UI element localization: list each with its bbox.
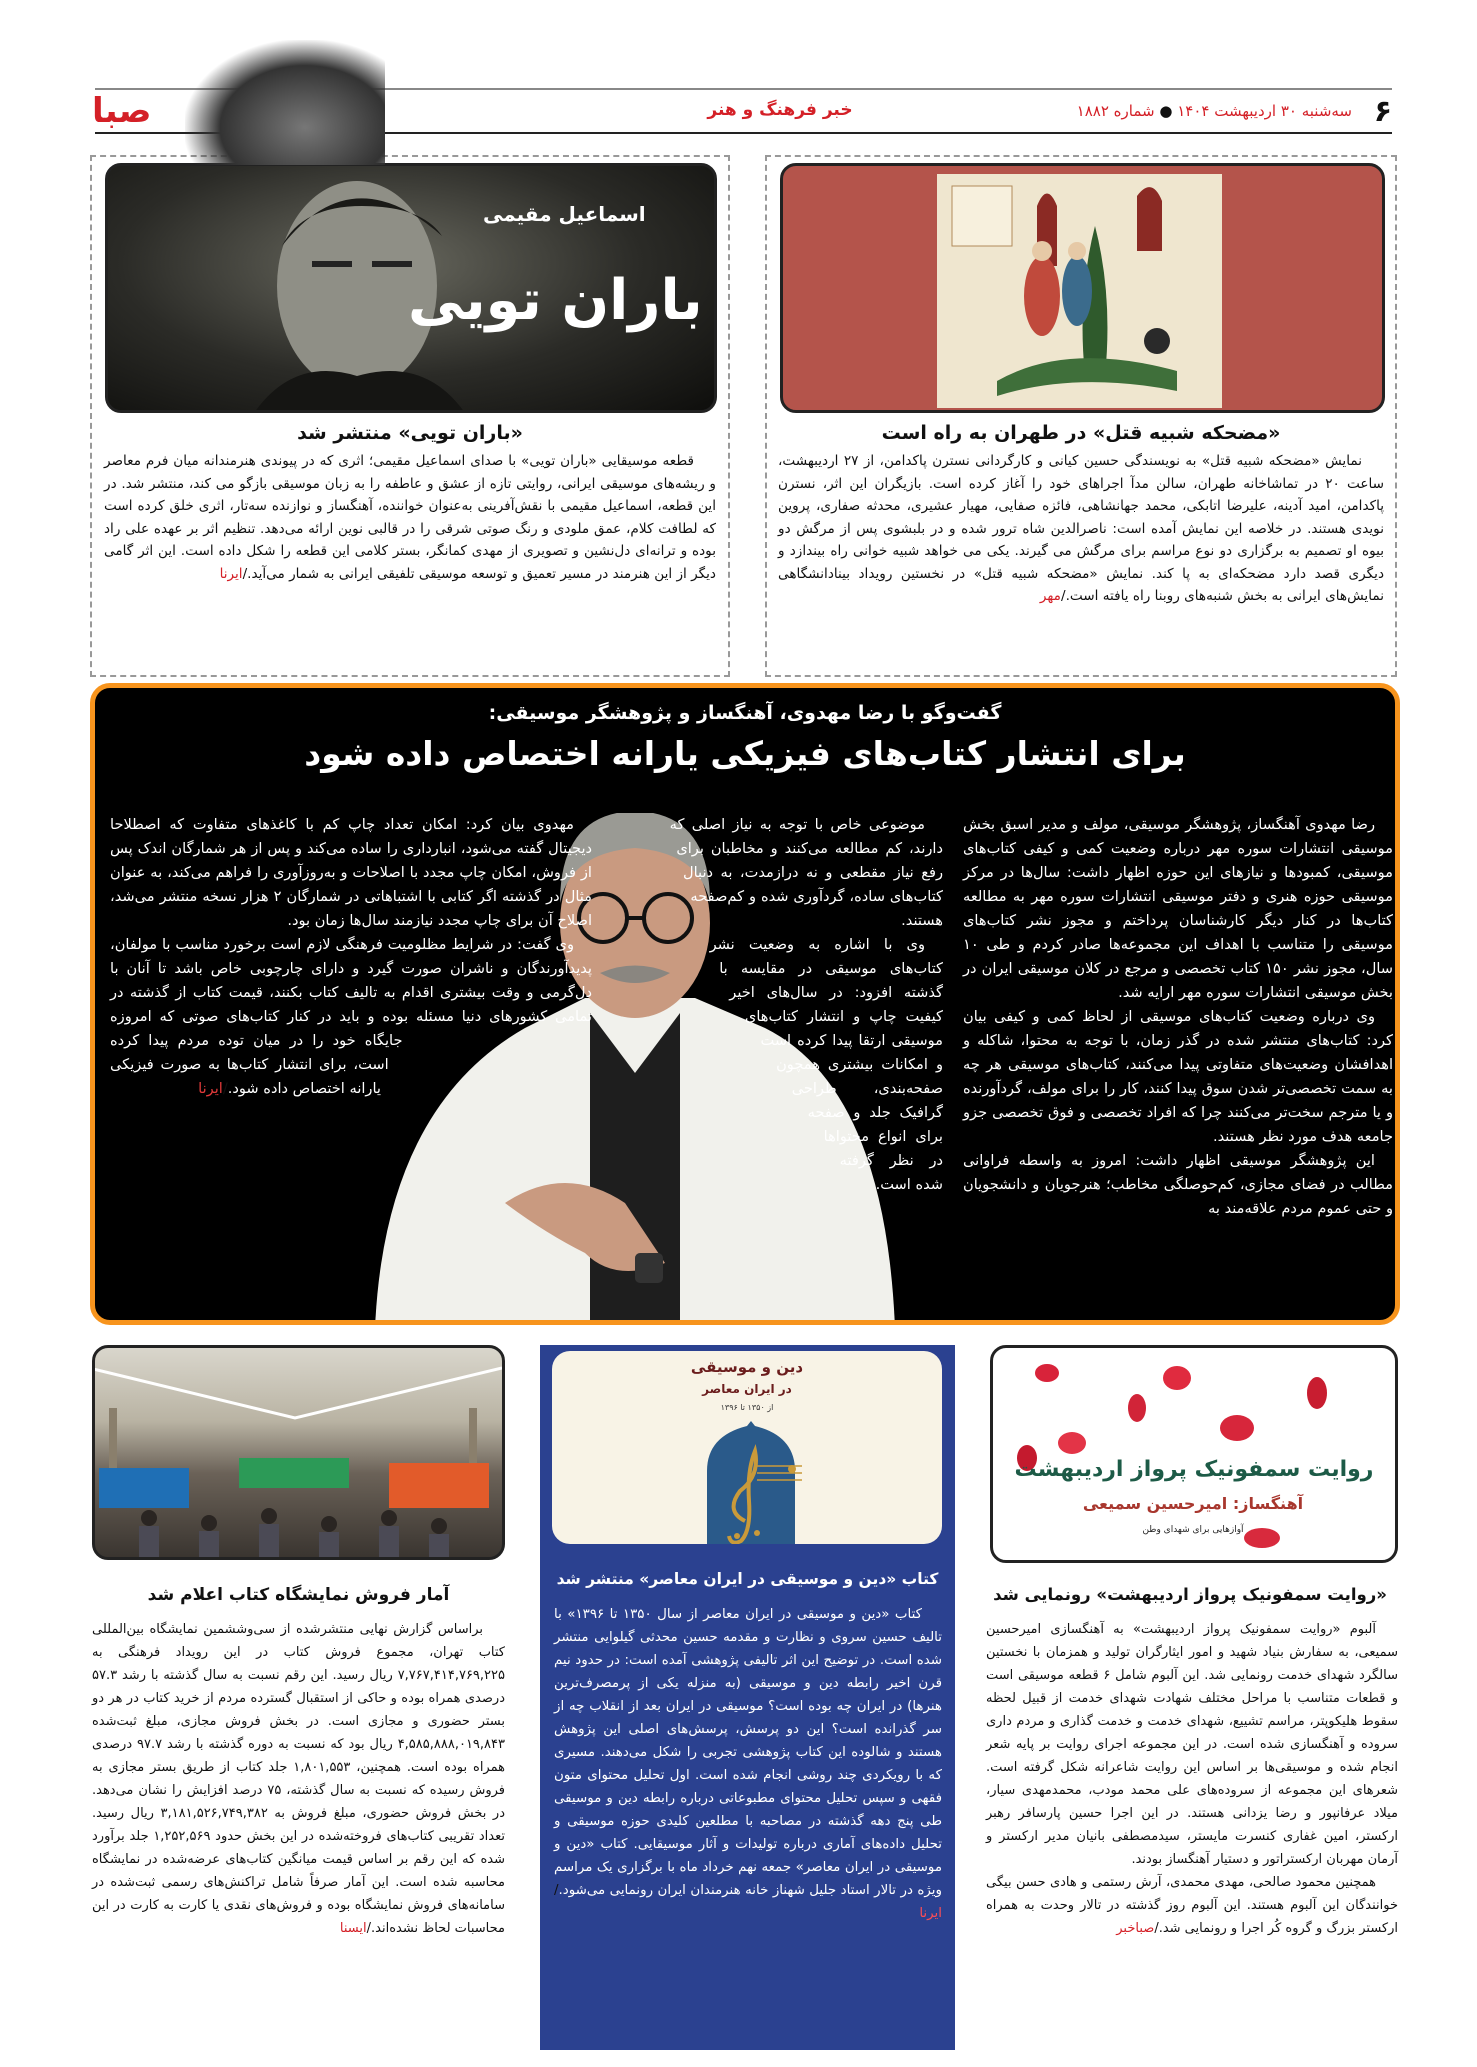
interview-paragraph: وی با اشاره به وضعیت نشر کتاب‌های موسیقی در مقایسه با گذشته افزود: در سال‌های اخیر کیفیت چاپ و انتشار کتاب‌های موسیقی ارتقا پیدا کرده است و امکانات بیشتری همچون صفحه‌بندی، طراحی گرافیک جلد و صفحه برای انواع محتواها در نظر گرفته شده است.	[709, 936, 943, 1193]
section-title: خبر فرهنگ و هنر	[707, 100, 853, 120]
interview-paragraph: وی گفت: در شرایط مظلومیت فرهنگی لازم است برخورد مناسب با مولفان، پدیدآورندگان و ناشران صورت گیرد و دارای چارچوبی خاص باشد تا آنان با دل‌گرمی و وقت بیشتری اقدام به تالیف کتاب بکنند، قیمت کتاب از گذشته در تمامی کشورهای دنیا مسئله بوده و باید در کنار کتاب‌های صوتی که امروزه جایگاه خود را در میان توده مردم پیدا کرده است، برای انتشار کتاب‌ها به صورت فیزیکی یارانه اختصاص داده شود.	[110, 936, 592, 1097]
book-cover-title: دین و موسیقی	[690, 1358, 804, 1376]
song-article	[104, 450, 716, 585]
album-paragraph: همچنین محمود صالحی، مهدی محمدی، آرش رستمی و هادی حسن بیگی خوانندگان این آلبوم هستند. این آلبوم روز گذشته در تالار وحدت به همراه ارکستر بزرگ و گروه کُر اجرا و رونمایی شد.	[986, 1875, 1398, 1936]
interview-paragraph: این پژوهشگر موسیقی اظهار داشت: امروز به واسطه فراوانی مطالب در فضای مجازی، کم‌حوصلگی مخاطب؛ هنرجویان و دانشجویان و حتی عموم مردم علاقه‌مند به	[963, 1152, 1393, 1217]
interview-paragraph: موضوعی خاص با توجه به نیاز اصلی که دارند، کم مطالعه می‌کنند و مخاطبان برای رفع نیاز مقطعی و نه درازمدت، به دنبال کتاب‌های ساده، گردآوری شده و کم‌صفحه هستند.	[669, 816, 943, 929]
play-source: / مهر	[1040, 588, 1066, 604]
book-article	[554, 1603, 942, 1925]
book-cover-image	[552, 1351, 942, 1544]
song-cover-title: باران تویی	[408, 268, 703, 333]
album-source: / صباخبر	[1116, 1921, 1158, 1936]
issue-date: سه‌شنبه ۳۰ اردیبهشت ۱۴۰۴	[1177, 102, 1352, 120]
play-body: نمایش «مضحکه شبیه قتل» به نویسندگی حسین کیانی و کارگردانی نسترن پاکدامن، از ۲۷ اردیبهشت، ساعت ۲۰ در تماشاخانه طهران، سالن مدآ اجراهای خود را آغاز کرده است. بازیگران این اثر، نسترن پاکدامن، امید آدینه، علیرضا اتابکی، محمد جهانشاهی، فائزه صفایی، مهیار عشیری، محدثه صفاری، پروین نویدی هستند. در خلاصه این نمایش آمده است: ناصرالدین شاه ترور شده و در بلبشوی پس از مرگش دو بیوه او تصمیم به برگزاری دو نوع مراسم برای مرگش می گیرند. یکی می خواهد شبیه خوانی راه بیندازد و دیگری قصد دارد مضحکه‌ای به پا کند. نمایش «مضحکه شبیه قتل» در نخستین رویداد بینادانشگاهی نمایش‌های ایرانی به بخش شنبه‌های روبنا راه یافته است.	[778, 453, 1385, 604]
interview-column-1	[963, 813, 1393, 1221]
album-paragraph: آلبوم «روایت سمفونیک پرواز اردیبهشت» به آهنگسازی امیرحسین سمیعی، به سفارش بنیاد شهید و امور ایثارگران تولید و همزمان با نخستین سالگرد شهدای خدمت رونمایی شد. این آلبوم شامل ۶ قطعه موسیقی است و قطعات متناسب با مراحل مختلف شهادت شهدای خدمت از قبیل لحظه سقوط هلیکوپتر، مراسم تشییع، شهدای خدمت و خدمت گذاری و مردم داری سروده و آهنگسازی شده است. در این مجموعه اجرای روایت بر پایه شعر انجام شده و موسیقی‌ها بر اساس این روایت شاعرانه شکل گرفته است. شعرهای این مجموعه از سروده‌های علی محمد مودب، محمدمهدی سیار، میلاد عرفانپور و رضا یزدانی هستند. در این اجرا حسین پارسافر رهبر ارکستر، امین غفاری کنسرت مایستر، سیدمصطفی بانیان مدیر ارکستر و آرمان مهربان ارکستراتور و دستیار آهنگساز بودند.	[986, 1622, 1398, 1867]
issue-number: شماره ۱۸۸۲	[1076, 102, 1155, 120]
interview-paragraph: وی درباره وضعیت کتاب‌های موسیقی از لحاظ کمی و کیفی بیان کرد: کتاب‌های منتشر شده در گذر زمان، با توجه به محتوا، شاکله و اهدافشان وضعیت‌های متفاوتی پیدا می‌کنند، کتاب‌های موسیقی هر چه به سمت تخصصی‌تر شدن سوق پیدا کنند، کار را برای مولف، گردآورنده و یا مترجم سخت‌تر می‌کنند چرا که افراد تخصصی و فوق تخصصی جزو جامعه هدف مورد نظر هستند.	[963, 1008, 1393, 1145]
book-cover-subtitle: در ایران معاصر	[702, 1382, 792, 1396]
issue-info: سه‌شنبه ۳۰ اردیبهشت ۱۴۰۴ ● شماره ۱۸۸۲	[1076, 102, 1352, 120]
play-poster-image	[780, 163, 1385, 413]
page-number: ۶	[1373, 94, 1392, 129]
book-story-box	[540, 1345, 955, 2050]
song-body: قطعه موسیقایی «باران تویی» با صدای اسماعیل مقیمی؛ اثری که در پیوندی هنرمندانه میان فرم معاصر و ریشه‌های موسیقی ایرانی، روایتی تازه از عشق و عاطفه را به زبان موسیقی بازگو می کند، منتشر شد. در این قطعه، اسماعیل مقیمی با نقش‌آفرینی به‌عنوان خواننده، آهنگساز و نوازنده سه‌تار، اثری خلق کرده است که لطافت کلام، عمق ملودی و رنگ صوتی شرقی را در قالبی نوین ارائه می‌دهد. تنظیم اثر بر عهده علی راد بوده و ترانه‌ای دل‌نشین و تصویری از مهدی کمانگر، بستر کلامی این قطعه را شکل داده است. این اثر گامی دیگر از این هنرمند در مسیر تعمیق و توسعه موسیقی تلفیقی ایرانی به شمار می‌آید.	[104, 453, 716, 582]
fair-body: براساس گزارش نهایی منتشرشده از سی‌وششمین نمایشگاه بین‌المللی کتاب تهران، مجموع فروش کتاب در این رویداد فرهنگی به ۷,۷۶۷,۴۱۴,۷۶۹,۲۲۵ ریال رسید. این رقم نسبت به سال گذشته با رشد ۵۷.۳ درصدی همراه بوده و حاکی از استقبال گسترده مردم از خرید کتاب در هر دو بستر حضوری و مجازی است. در بخش فروش مجازی، مبلغ ثبت‌شده ۴,۵۸۵,۸۸۸,۰۱۹,۸۴۳ ریال بود که نسبت به دوره گذشته با رشد ۹۷.۷ درصدی همراه بوده است. همچنین، ۱,۸۰۱,۵۵۳ جلد کتاب از طریق بستر مجازی به فروش رسیده که نسبت به سال گذشته، ۷۵ درصد افزایش را نشان می‌دهد. در بخش فروش حضوری، مبلغ فروش به ۳,۱۸۱,۵۲۶,۷۴۹,۳۸۲ ریال رسید. تعداد تقریبی کتاب‌های فروخته‌شده در این بخش حدود ۱,۲۵۲,۵۶۹ جلد برآورد شده که این رقم بر اساس قیمت میانگین کتاب‌های عرضه‌شده در نمایشگاه محاسبه شده است. این آمار صرفاً شامل تراکنش‌های رسمی ثبت‌شده در سامانه‌های فروش نمایشگاه بوده و فروش‌های نقدی یا کارت به کارت در این محاسبات لحاظ نشده‌اند.	[92, 1622, 505, 1936]
interview-paragraph: رضا مهدوی آهنگساز، پژوهشگر موسیقی، مولف و مدیر اسبق بخش موسیقی انتشارات سوره مهر درباره وضعیت کمی و کیفی کتاب‌های موسیقی، کمبودها و نیازهای این حوزه اظهار داشت: سال‌ها در مرکز موسیقی حوزه هنری و دفتر موسیقی انتشارات سوره مهر به مطالعه کتاب‌ها در کنار دیگر کارشناسان پرداختم و مجوز نشر کتاب‌های موسیقی را متناسب با اهداف این مجموعه‌ها صادر کردم و طی ۱۰ سال، مجوز نشر ۱۵۰ کتاب تخصصی و مرجع در کلان موسیقی ایران در بخش موسیقی انتشارات سوره مهر ارایه شد.	[963, 816, 1393, 1001]
album-article	[986, 1618, 1398, 1940]
book-body: کتاب «دین و موسیقی در ایران معاصر از سال ۱۳۵۰ تا ۱۳۹۶» با تالیف حسین سروی و نظارت و مقدمه حسین محدثی گیلوایی منتشر شده است. در توضیح این اثر تالیفی پژوهشی آمده است: در حدود نیم قرن اخیر رابطه دین و موسیقی (به منزله یکی از پرمصرف‌ترین هنرها) در ایران چه بوده است؟ موسیقی در ایران بعد از انقلاب چه از سر گذرانده است؟ این دو پرسش، پرسش‌های اصلی این پژوهش هستند و شالوده این کتاب پژوهشی تجربی را شکل می‌دهند. مسیری که با رویکردی چند روشی انجام شده است. اول تحلیل محتوای متون فقهی و سپس تحلیل محتوای مطبوعاتی درباره رابطه دین و موسیقی طی پنج دهه گذشته در مصاحبه با مطلعین کلیدی حوزه موسیقی و تحلیل داده‌های آماری درباره تولیدات و آثار موسیقایی. کتاب «دین و موسیقی در ایران معاصر» جمعه نهم خرداد ماه با برگزاری یک مراسم ویژه در تالار استاد جلیل شهناز خانه هنرمندان ایران رونمایی می‌شود.	[554, 1607, 942, 1898]
album-poster-title: روایت سمفونیک پرواز اردیبهشت	[1014, 1457, 1374, 1482]
book-cover-years: از ۱۳۵۰ تا ۱۳۹۶	[720, 1403, 774, 1412]
fair-article	[92, 1618, 505, 1940]
interview-feature	[90, 683, 1400, 1325]
book-fair-crowd-illustration	[92, 1348, 502, 1560]
interview-column-3	[110, 813, 597, 1313]
treble-clef-dome-icon	[697, 1421, 807, 1544]
book-headline[interactable]: کتاب «دین و موسیقی در ایران معاصر» منتشر شد	[556, 1570, 939, 1588]
miniature-painting-illustration	[780, 166, 1382, 413]
interview-kicker: گفت‌وگو با رضا مهدوی، آهنگساز و پژوهشگر موسیقی:	[488, 702, 1002, 724]
song-cover-artist: اسماعیل مقیمی	[483, 202, 646, 226]
interview-source: / ایرنا	[198, 1080, 228, 1097]
play-article	[778, 450, 1384, 608]
song-source: / ایرنا	[220, 566, 248, 582]
album-headline[interactable]: «روایت سمفونیک پرواز اردیبهشت» رونمایی شد	[993, 1585, 1387, 1604]
album-poster-image	[990, 1345, 1398, 1563]
masthead-logo[interactable]: صبا	[92, 91, 152, 131]
play-headline[interactable]: «مضحکه شبیه قتل» در طهران به راه است	[881, 422, 1281, 444]
interview-column-2	[643, 813, 943, 1293]
song-cover-image	[105, 163, 717, 413]
singer-hair-overflow	[185, 40, 385, 165]
album-poster-composer: آهنگساز: امیرحسین سمیعی	[1082, 1494, 1304, 1513]
song-headline[interactable]: «باران تویی» منتشر شد	[297, 422, 523, 444]
fair-source: / ایسنا	[340, 1921, 371, 1936]
book-source: / ایرنا	[554, 1883, 942, 1921]
interview-paragraph: مهدوی بیان کرد: امکان تعداد چاپ کم با کاغذهای متفاوت که اصطلاحا دیجیتال گفته می‌شود، انبارداری را ساده می‌کند و پس از هر شمارگان اندک پس از فروش، امکان چاپ مجدد با اصلاحات و به‌روزآوری را فراهم می‌کند، به عنوان مثال در گذشته اگر کتابی با اشتباهاتی در شمارگان ۲ هزار نسخه منتشر می‌شد، اصلاح آن برای چاپ مجدد نیازمند سال‌ها زمان بود.	[110, 816, 592, 929]
book-fair-photo	[92, 1345, 505, 1560]
interview-headline[interactable]: برای انتشار کتاب‌های فیزیکی یارانه اختصاص داده شود	[304, 734, 1186, 773]
album-poster-tagline: آوازهایی برای شهدای وطن	[1142, 1525, 1244, 1535]
fair-headline[interactable]: آمار فروش نمایشگاه کتاب اعلام شد	[147, 1585, 450, 1605]
